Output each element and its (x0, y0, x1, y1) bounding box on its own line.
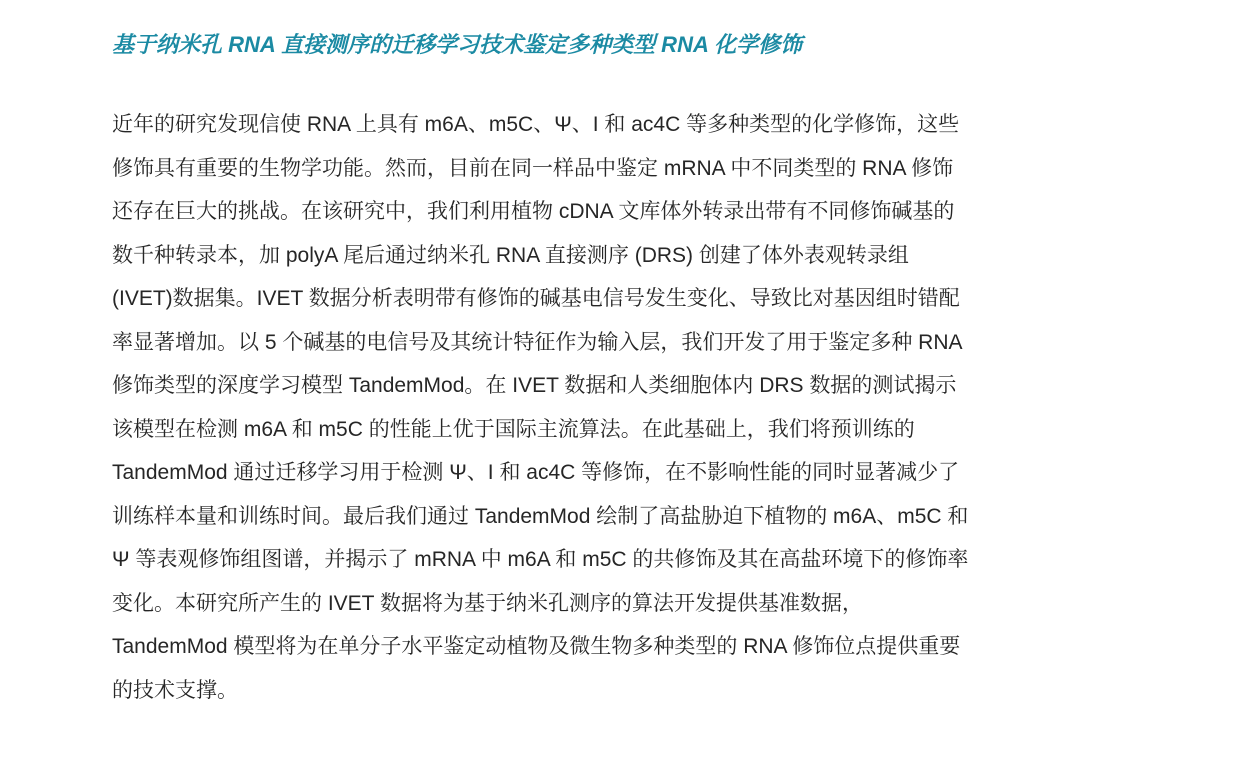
paragraph-line: 训练样本量和训练时间。最后我们通过 TandemMod 绘制了高盐胁迫下植物的 m6A、m5C 和 (112, 504, 969, 528)
paragraph-line: 该模型在检测 m6A 和 m5C 的性能上优于国际主流算法。在此基础上，我们将预训练的 (112, 417, 915, 441)
paragraph-line: 修饰具有重要的生物学功能。然而，目前在同一样品中鉴定 mRNA 中不同类型的 RNA 修饰 (112, 156, 954, 180)
paragraph-line: 的技术支撑。 (112, 678, 238, 702)
paragraph-line: TandemMod 通过迁移学习用于检测 Ψ、I 和 ac4C 等修饰，在不影响性能的同时显著减少了 (112, 461, 960, 484)
paragraph-line: TandemMod 模型将为在单分子水平鉴定动植物及微生物多种类型的 RNA 修饰位点提供重要 (112, 635, 961, 658)
document-title: 基于纳米孔 RNA 直接测序的迁移学习技术鉴定多种类型 RNA 化学修饰 (112, 32, 803, 57)
paragraph-line: (IVET)数据集。IVET 数据分析表明带有修饰的碱基电信号发生变化、导致比对基因组时错配 (112, 287, 960, 310)
paragraph-line: 变化。本研究所产生的 IVET 数据将为基于纳米孔测序的算法开发提供基准数据， (112, 591, 863, 615)
paragraph-line: 数千种转录本，加 polyA 尾后通过纳米孔 RNA 直接测序 (DRS) 创建了体外表观转录组 (112, 243, 909, 267)
paragraph-line: 修饰类型的深度学习模型 TandemMod。在 IVET 数据和人类细胞体内 DRS 数据的测试揭示 (112, 374, 957, 397)
paragraph-line: 率显著增加。以 5 个碱基的电信号及其统计特征作为输入层，我们开发了用于鉴定多种 RNA (112, 330, 963, 354)
paragraph-line: 还存在巨大的挑战。在该研究中，我们利用植物 cDNA 文库体外转录出带有不同修饰碱基的 (112, 200, 955, 223)
paragraph-line: Ψ 等表观修饰组图谱，并揭示了 mRNA 中 m6A 和 m5C 的共修饰及其在高盐环境下的修饰率 (112, 548, 969, 571)
abstract-paragraph (112, 107, 1172, 716)
paragraph-line: 近年的研究发现信使 RNA 上具有 m6A、m5C、Ψ、I 和 ac4C 等多种类型的化学修饰，这些 (112, 113, 960, 136)
